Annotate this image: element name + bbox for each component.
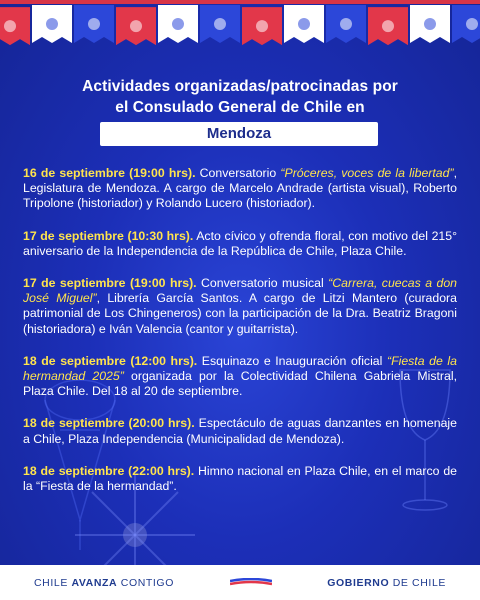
- footer-slogan-suffix: CONTIGO: [117, 576, 174, 589]
- event-text-after: , Librería García Santos. A cargo de Litzi Mantero (curadora patrimonial de Los Chingeneros) con la participación de la Dra. Beatriz Bragoni (historiadora) e Iván Valencia (cantor y guitarrista).: [23, 291, 457, 336]
- event-text: Acto cívico y ofrenda floral, con motivo del 215° aniversario de la Independencia de la República de Chile, Plaza Chile.: [23, 228, 458, 258]
- event-text: Espectáculo de aguas danzantes en homenaje a Chile, Plaza Independencia (Municipalidad de Mendoza).: [23, 416, 457, 446]
- event-text: Conversatorio: [195, 166, 281, 180]
- bunting-cutout: [172, 18, 184, 30]
- bunting-cutout: [298, 18, 310, 30]
- event-item: [23, 464, 457, 494]
- footer-government-bold: GOBIERNO: [327, 576, 390, 589]
- city-label: Mendoza: [100, 122, 378, 146]
- bunting-cutout: [46, 18, 58, 30]
- footer-slogan: [34, 577, 174, 589]
- bunting-cutout: [4, 20, 16, 32]
- bunting-cutout: [382, 20, 394, 32]
- bunting-cutout: [466, 18, 478, 30]
- event-item: [23, 416, 457, 446]
- event-title: “Carrera, cuecas a don José Miguel”: [23, 276, 458, 306]
- footer-government: [327, 577, 446, 589]
- event-item: [23, 354, 457, 400]
- event-date: 16 de septiembre (19:00 hrs).: [23, 166, 196, 180]
- bunting-cutout: [130, 20, 142, 32]
- event-text: Himno nacional en Plaza Chile, en el marco de la “Fiesta de la hermandad”.: [23, 463, 457, 494]
- event-text-after: , Legislatura de Mendoza. A cargo de Marcelo Andrade (artista visual), Roberto Tripolone (historiador) y Rolando Lucero (historiador).: [23, 166, 457, 211]
- event-list: [23, 166, 457, 511]
- event-item: [23, 276, 457, 337]
- papel-picado-bunting: [0, 0, 480, 48]
- footer-bar: [0, 565, 480, 600]
- footer-slogan-prefix: CHILE: [34, 576, 72, 589]
- event-date: 18 de septiembre (12:00 hrs).: [23, 353, 198, 368]
- event-text: Esquinazo e Inauguración oficial: [197, 353, 387, 368]
- event-item: [23, 166, 457, 212]
- event-text: Conversatorio musical: [196, 276, 329, 291]
- event-title: “Próceres, voces de la libertad”: [280, 166, 454, 180]
- bunting-cutout: [88, 18, 100, 30]
- event-item: [23, 229, 457, 259]
- event-date: 17 de septiembre (19:00 hrs).: [23, 276, 197, 291]
- footer-government-suffix: DE CHILE: [389, 576, 446, 589]
- bunting-cutout: [424, 18, 436, 30]
- event-date: 18 de septiembre (22:00 hrs).: [23, 463, 195, 478]
- event-text-after: organizada por la Colectividad Chilena Gabriela Mistral, Plaza Chile. Del 18 al 20 de septiembre.: [23, 369, 457, 399]
- event-date: 18 de septiembre (20:00 hrs).: [23, 416, 195, 431]
- title-line-2: el Consulado General de Chile en: [115, 99, 365, 116]
- title-line-1: Actividades organizadas/patrocinadas por: [82, 78, 398, 95]
- bunting-cutout: [340, 18, 352, 30]
- event-title: “Fiesta de la hermandad 2025”: [23, 353, 457, 384]
- title-block: [0, 76, 480, 118]
- bunting-cutout: [214, 18, 226, 30]
- chile-flag-stripe-icon: [230, 578, 272, 588]
- event-date: 17 de septiembre (10:30 hrs).: [23, 228, 194, 243]
- footer-slogan-bold: AVANZA: [71, 576, 118, 589]
- bunting-cutout: [256, 20, 268, 32]
